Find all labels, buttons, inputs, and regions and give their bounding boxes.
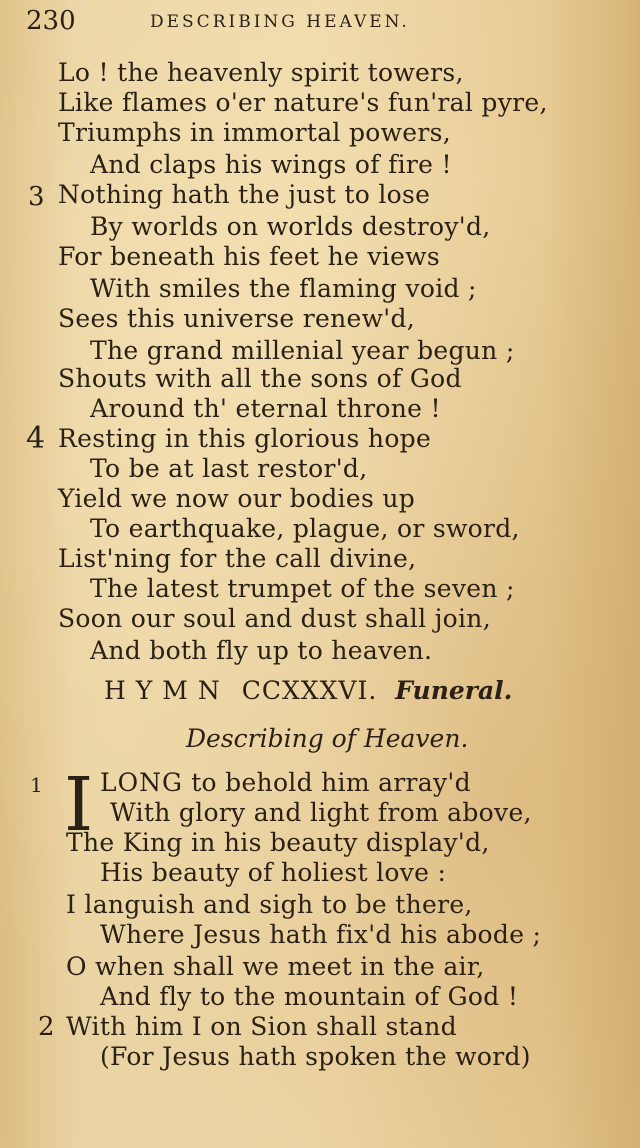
verse-line: Like flames o'er nature's fun'ral pyre, <box>58 88 548 117</box>
verse-line: To be at last restor'd, <box>90 454 368 483</box>
verse-line: The King in his beauty display'd, <box>66 828 490 857</box>
verse-line: And both fly up to heaven. <box>90 636 433 665</box>
verse-line: Lo ! the heavenly spirit towers, <box>58 58 464 87</box>
page-number: 230 <box>26 6 76 36</box>
verse-line-first <box>100 768 471 798</box>
verse-line: By worlds on worlds destroy'd, <box>90 212 491 241</box>
verse-number: 2 <box>38 1012 55 1042</box>
running-title: DESCRIBING HEAVEN. <box>150 12 410 32</box>
verse-line: With smiles the flaming void ; <box>90 274 477 303</box>
verse-line: Sees this universe renew'd, <box>58 304 416 333</box>
running-head <box>26 6 570 36</box>
verse-line: The latest trumpet of the seven ; <box>90 574 515 603</box>
verse-line: With him I on Sion shall stand <box>66 1012 457 1041</box>
verse-line: Yield we now our bodies up <box>58 484 416 513</box>
verse-line: Where Jesus hath fix'd his abode ; <box>100 920 542 949</box>
verse-number: 4 <box>26 421 46 456</box>
verse-line: His beauty of holiest love : <box>100 858 447 887</box>
hymn-number: CCXXXVI. <box>241 676 378 705</box>
verse-line: Triumphs in immortal powers, <box>58 118 452 147</box>
first-word: LONG <box>100 768 183 797</box>
verse-line: To earthquake, plague, or sword, <box>90 514 520 543</box>
verse-line: O when shall we meet in the air, <box>66 952 485 981</box>
verse-number: 1 <box>30 773 43 797</box>
verse-line: And claps his wings of fire ! <box>90 150 452 179</box>
verse-line: Resting in this glorious hope <box>58 424 432 453</box>
verse-line: Soon our soul and dust shall join, <box>58 604 491 633</box>
verse-number: 3 <box>28 182 45 212</box>
hymn-word: HYMN <box>104 676 230 705</box>
verse-line: Nothing hath the just to lose <box>58 180 431 209</box>
verse-line: List'ning for the call divine, <box>58 544 417 573</box>
verse-line: Shouts with all the sons of God <box>58 364 462 393</box>
hymn-occasion: Funeral. <box>395 676 513 705</box>
first-line-rest: to behold him array'd <box>191 768 471 797</box>
verse-line: The grand millenial year begun ; <box>90 336 515 365</box>
drop-cap: I <box>64 762 94 848</box>
verse-line: I languish and sigh to be there, <box>66 890 473 919</box>
verse-line: (For Jesus hath spoken the word) <box>100 1042 531 1071</box>
verse-line: For beneath his feet he views <box>58 242 441 271</box>
hymn-heading <box>104 676 512 706</box>
verse-line: With glory and light from above, <box>110 798 532 827</box>
hymn-subtitle: Describing of Heaven. <box>186 724 469 753</box>
verse-line: Around th' eternal throne ! <box>90 394 441 423</box>
verse-line: And fly to the mountain of God ! <box>100 982 519 1011</box>
